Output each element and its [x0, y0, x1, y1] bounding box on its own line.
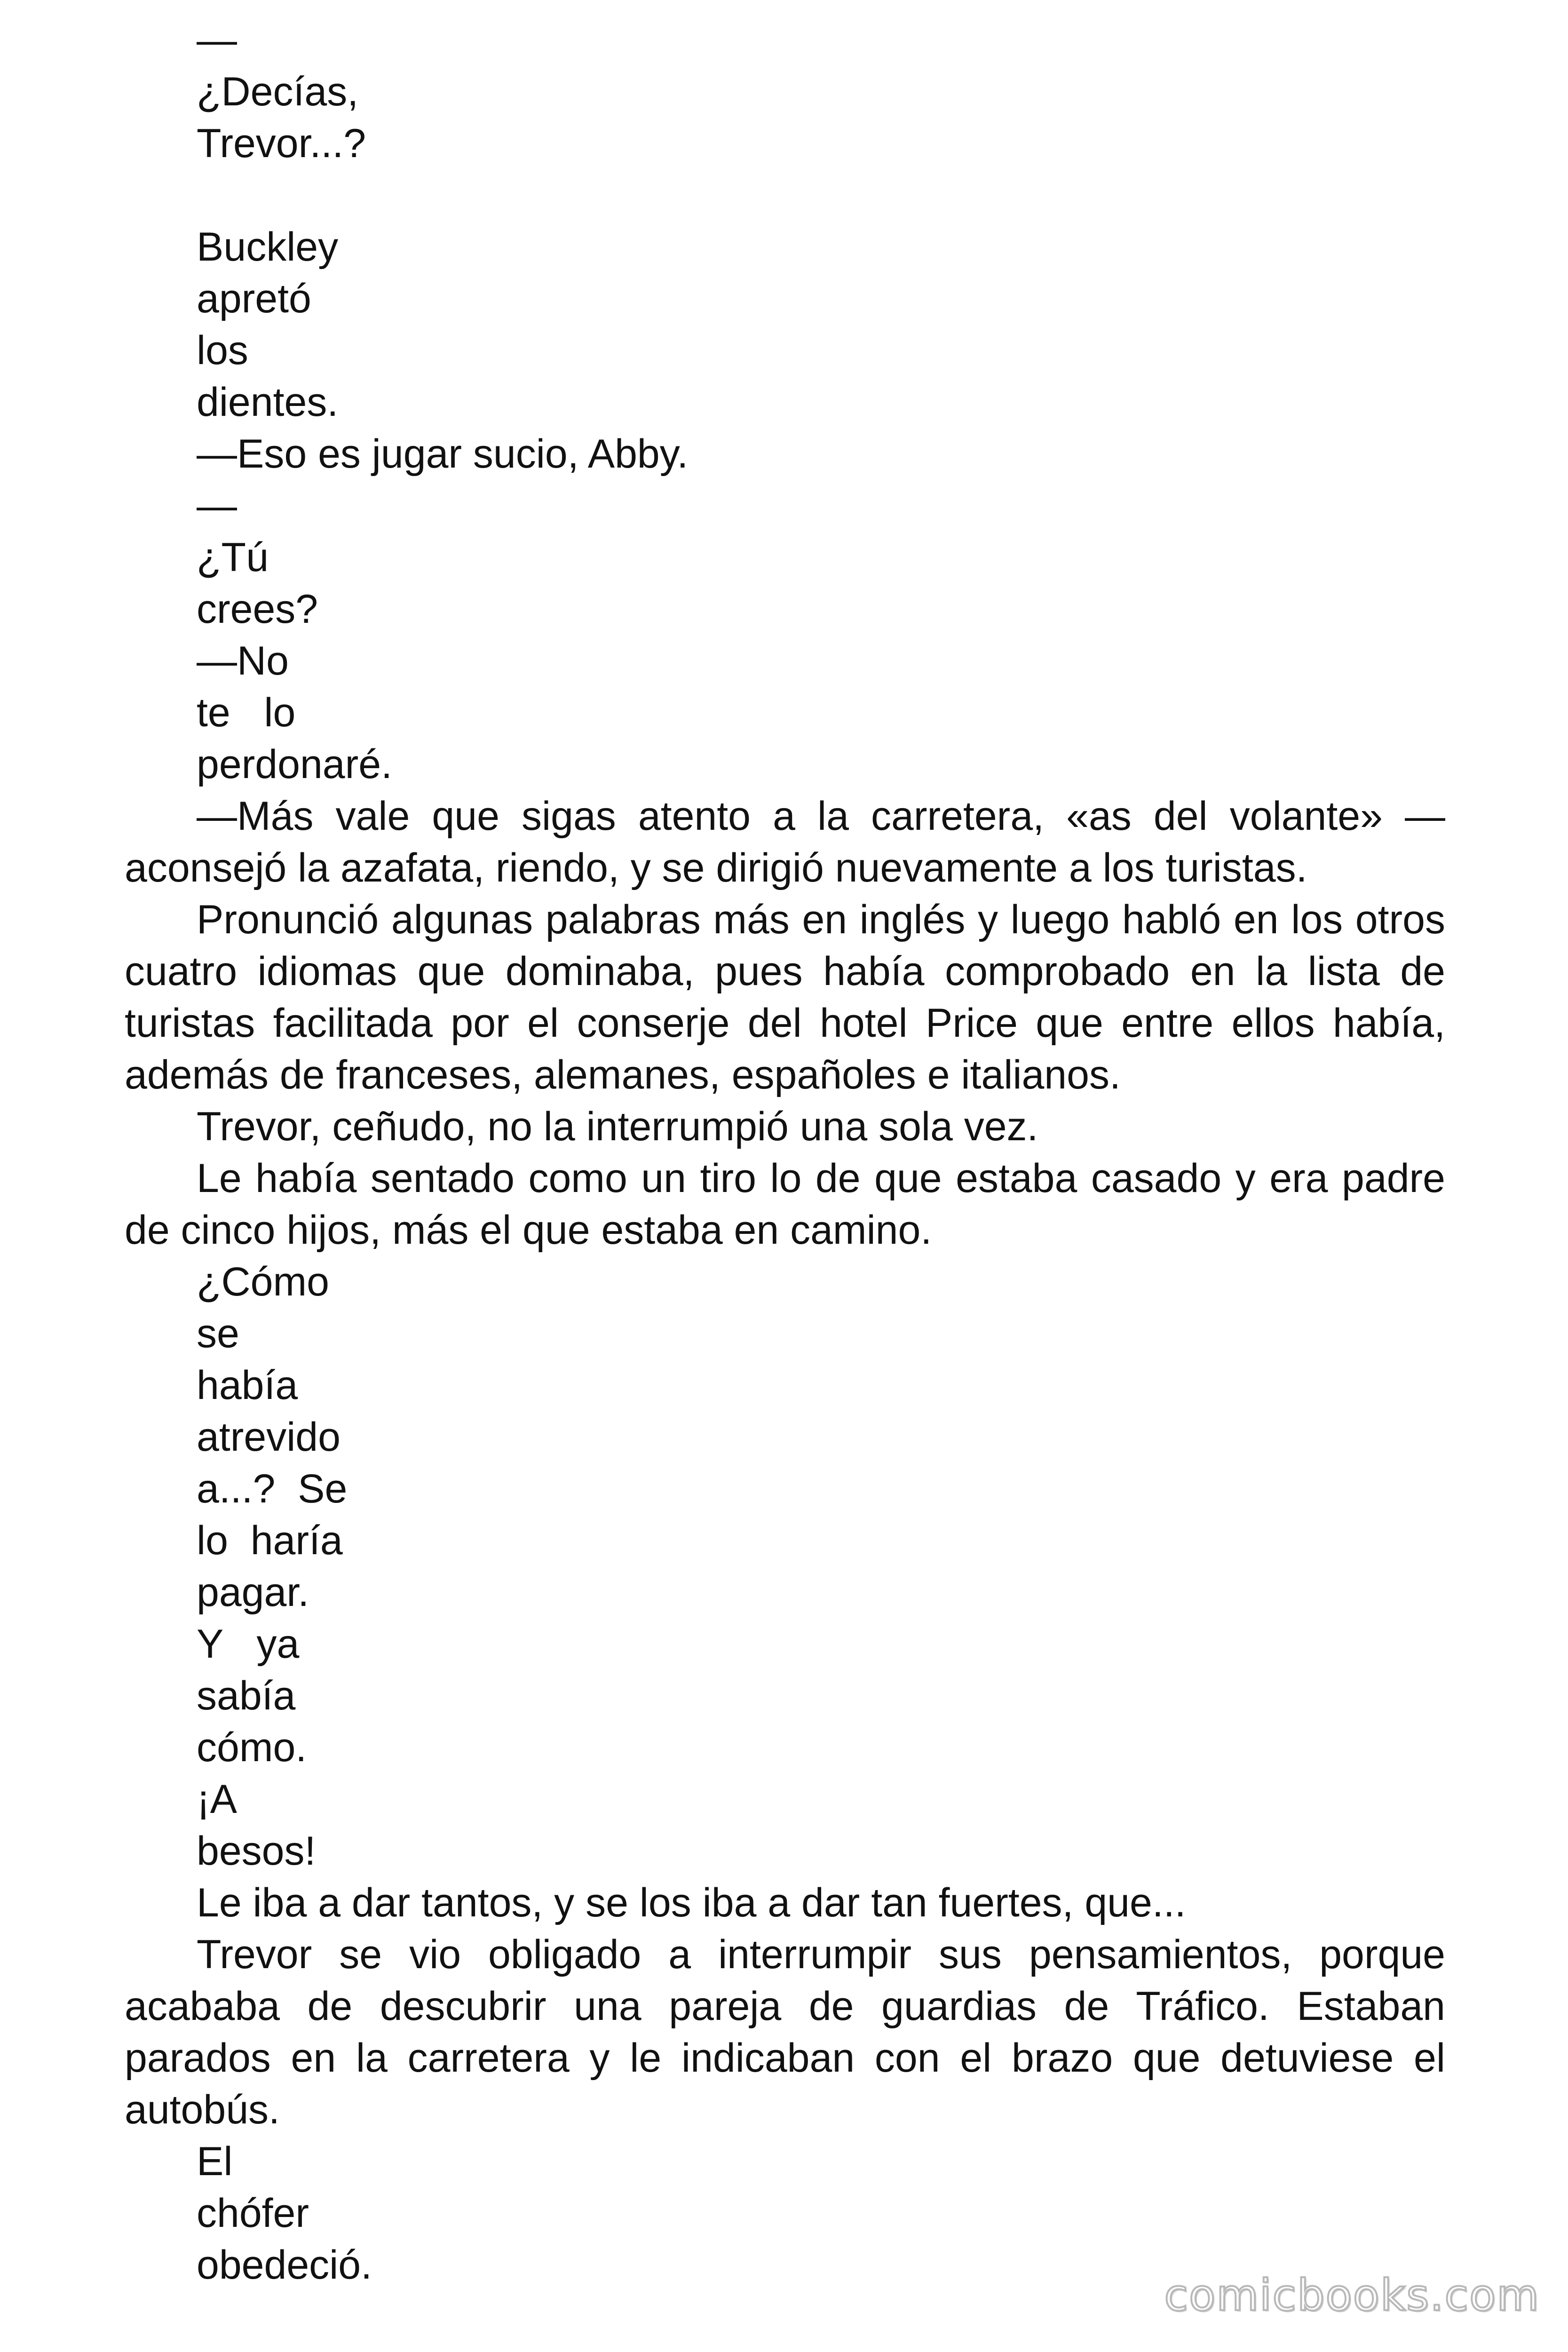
text-line: había — [197, 1363, 298, 1408]
blank-line — [125, 169, 1445, 221]
text-line: se — [197, 1311, 239, 1356]
text-line: —No — [197, 638, 289, 683]
paragraph: Trevor se vio obligado a interrumpir sus pensamientos, porque acababa de descubrir una pareja de guardias de Tráfico. Estaban parados en la carretera y le indicaban con el brazo que detuviese el autobús. — [125, 1932, 1445, 2132]
text-line: ¿Cómo — [197, 1259, 329, 1304]
text-line: obedeció. — [197, 2242, 372, 2288]
paragraph: Trevor, ceñudo, no la interrumpió una sola vez. — [197, 1104, 1038, 1149]
text-line: Y ya — [197, 1621, 300, 1667]
text-line: El — [197, 2139, 233, 2184]
text-line: ¿Decías, — [197, 69, 359, 114]
text-line: — — [197, 17, 237, 63]
page-text — [125, 14, 1445, 2291]
text-line: lo haría — [197, 1518, 343, 1563]
text-line: dientes. — [197, 380, 339, 425]
text-line: los — [197, 328, 248, 373]
text-line: a...? Se — [197, 1466, 348, 1511]
text-line: Trevor...? — [197, 121, 366, 166]
text-line: atrevido — [197, 1414, 341, 1460]
text-line: apretó — [197, 276, 311, 321]
text-line: Buckley — [197, 224, 339, 270]
text-line: te lo — [197, 690, 296, 735]
text-line: besos! — [197, 1828, 316, 1874]
text-line: crees? — [197, 587, 318, 632]
paragraph: —Más vale que sigas atento a la carretera, «as del volante» —aconsejó la azafata, riendo, y se dirigió nuevamente a los turistas. — [125, 794, 1445, 890]
text-line: ¿Tú — [197, 535, 269, 580]
text-line: perdonaré. — [197, 742, 392, 787]
text-line: chófer — [197, 2191, 309, 2236]
paragraph: Le había sentado como un tiro lo de que estaba casado y era padre de cinco hijos, más el que estaba en camino. — [125, 1156, 1445, 1253]
paragraph: Le iba a dar tantos, y se los iba a dar tan fuertes, que... — [197, 1880, 1186, 1925]
text-line: cómo. — [197, 1725, 307, 1770]
watermark-logo: comicbooks.com — [1164, 2270, 1540, 2320]
text-line: ¡A — [197, 1777, 237, 1822]
text-line: sabía — [197, 1673, 296, 1718]
text-line: —Eso es jugar sucio, Abby. — [197, 431, 689, 477]
text-line: pagar. — [197, 1570, 309, 1615]
paragraph: Pronunció algunas palabras más en inglés y luego habló en los otros cuatro idiomas que dominaba, pues había comprobado en la lista de turistas facilitada por el conserje del hotel Price que entre ellos había, además de franceses, alemanes, españoles e italianos. — [125, 897, 1445, 1097]
text-line: — — [197, 483, 237, 528]
